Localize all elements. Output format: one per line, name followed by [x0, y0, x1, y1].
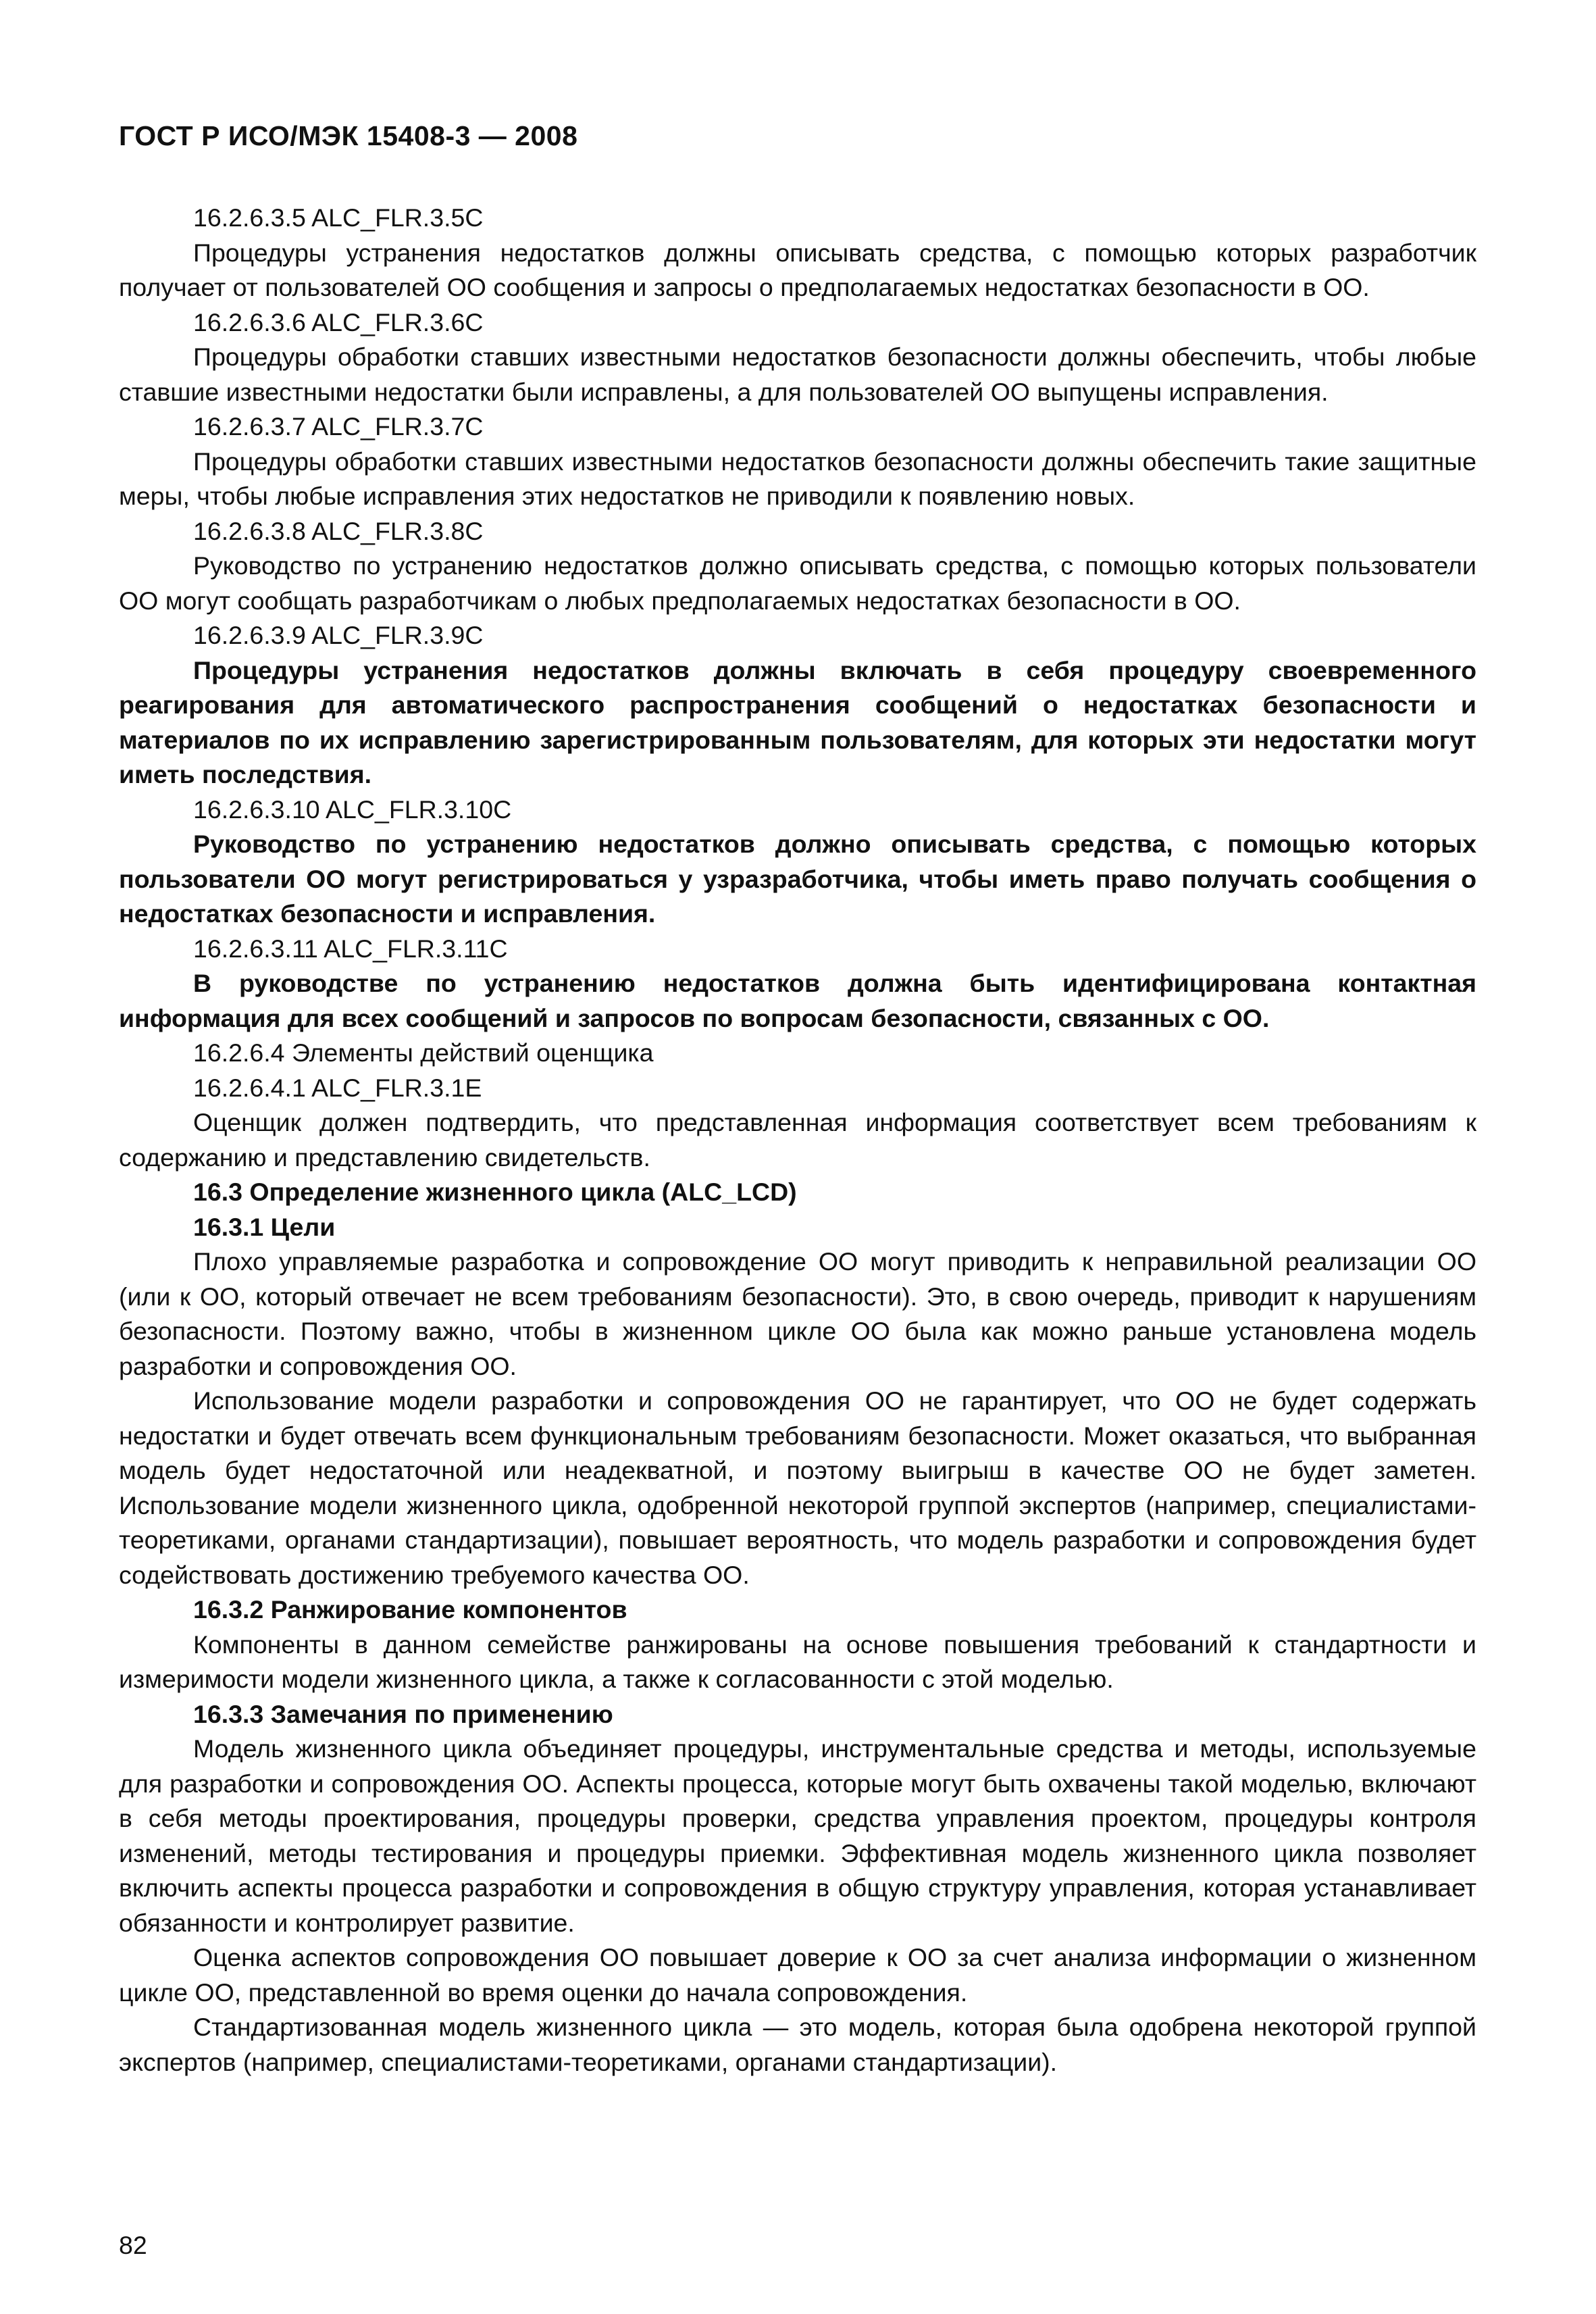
paragraph: 16.2.6.3.7 ALC_FLR.3.7C [193, 412, 484, 441]
paragraph-bold: 16.3.2 Ранжирование компонентов [193, 1595, 627, 1624]
paragraph: Стандартизованная модель жизненного цикла — это модель, которая была одобрена некоторой группой экспертов (например, специалистами-теоретиками, органами стандартизации). [119, 2013, 1476, 2076]
paragraph: 16.2.6.4.1 ALC_FLR.3.1E [193, 1073, 482, 1102]
paragraph-bold: В руководстве по устранению недостатков должна быть идентифицирована контактная информация для всех сообщений и запросов по вопросам безопасности, связанных с ОО. [119, 969, 1476, 1032]
paragraph: Оценщик должен подтвердить, что представленная информация соответствует всем требованиям к содержанию и представлению свидетельств. [119, 1108, 1476, 1172]
paragraph-bold: 16.3.1 Цели [193, 1212, 336, 1241]
page-header: ГОСТ Р ИСО/МЭК 15408-3 — 2008 [119, 120, 578, 151]
paragraph-bold: 16.3.3 Замечания по применению [193, 1699, 613, 1728]
paragraph: 16.2.6.3.10 ALC_FLR.3.10C [193, 795, 512, 824]
paragraph: Процедуры устранения недостатков должны описывать средства, с помощью которых разработчик получает от пользователей ОО сообщения и запросы о предполагаемых недостатках безопасности в ОО. [119, 238, 1476, 301]
paragraph: 16.2.6.3.6 ALC_FLR.3.6C [193, 307, 484, 336]
paragraph: Руководство по устранению недостатков должно описывать средства, с помощью которых пользователи ОО могут сообщать разработчикам о любых предполагаемых недостатках безопасности в ОО. [119, 551, 1476, 615]
page-number: 82 [119, 2231, 147, 2259]
paragraph: Плохо управляемые разработка и сопровождение ОО могут приводить к неправильной реализации ОО (или к ОО, который отвечает не всем требованиям безопасности). Это, в свою очередь, приводит к нарушениям безопасности. Поэтому важно, чтобы в жизненном цикле ОО была как можно раньше установлена модель разработки и сопровождения ОО. [119, 1247, 1476, 1380]
paragraph: Модель жизненного цикла объединяет процедуры, инструментальные средства и методы, используемые для разработки и сопровождения ОО. Аспекты процесса, которые могут быть охвачены такой моделью, включают в себя методы проектирования, процедуры проверки, средства управления проектом, процедуры контроля изменений, методы тестирования и процедуры приемки. Эффективная модель жизненного цикла позволяет включить аспекты процесса разработки и сопровождения в общую структуру управления, которая устанавливает обязанности и контролирует развитие. [119, 1734, 1476, 1937]
paragraph: 16.2.6.4 Элементы действий оценщика [193, 1038, 654, 1067]
paragraph-bold: 16.3 Определение жизненного цикла (ALC_LCD) [193, 1178, 797, 1206]
paragraph-bold: Процедуры устранения недостатков должны включать в себя процедуру своевременного реагирования для автоматического распространения сообщений о недостатках безопасности и материалов по их исправлению зарегистрированным пользователям, для которых эти недостатки могут иметь последствия. [119, 655, 1476, 788]
paragraph: Использование модели разработки и сопровождения ОО не гарантирует, что ОО не будет содержать недостатки и будет отвечать всем функциональным требованиям безопасности. Может оказаться, что выбранная модель будет недостаточной или неадекватной, и поэтому выигрыш в качестве ОО не будет заметен. Использование модели жизненного цикла, одобренной некоторой группой экспертов (например, специалистами-теоретиками, органами стандартизации), повышает вероятность, что модель разработки и сопровождения будет содействовать достижению требуемого качества ОО. [119, 1386, 1476, 1589]
paragraph: Компоненты в данном семействе ранжированы на основе повышения требований к стандартности и измеримости модели жизненного цикла, а также к согласованности с этой моделью. [119, 1630, 1476, 1693]
document-body [119, 201, 1476, 2080]
paragraph: 16.2.6.3.8 ALC_FLR.3.8C [193, 516, 484, 545]
paragraph-bold: Руководство по устранению недостатков должно описывать средства, с помощью которых пользователи ОО могут регистрироваться у узразработчика, чтобы иметь право получать сообщения о недостатках безопасности и исправления. [119, 830, 1476, 928]
paragraph: Процедуры обработки ставших известными недостатков безопасности должны обеспечить, чтобы любые ставшие известными недостатки были исправлены, а для пользователей ОО выпущены исправления. [119, 343, 1476, 406]
paragraph: 16.2.6.3.11 ALC_FLR.3.11C [193, 934, 508, 963]
paragraph: Оценка аспектов сопровождения ОО повышает доверие к ОО за счет анализа информации о жизненном цикле ОО, представленной во время оценки до начала сопровождения. [119, 1943, 1476, 2007]
paragraph: 16.2.6.3.9 ALC_FLR.3.9C [193, 621, 484, 649]
paragraph: 16.2.6.3.5 ALC_FLR.3.5C [193, 203, 484, 232]
paragraph: Процедуры обработки ставших известными недостатков безопасности должны обеспечить такие защитные меры, чтобы любые исправления этих недостатков не приводили к появлению новых. [119, 447, 1476, 510]
